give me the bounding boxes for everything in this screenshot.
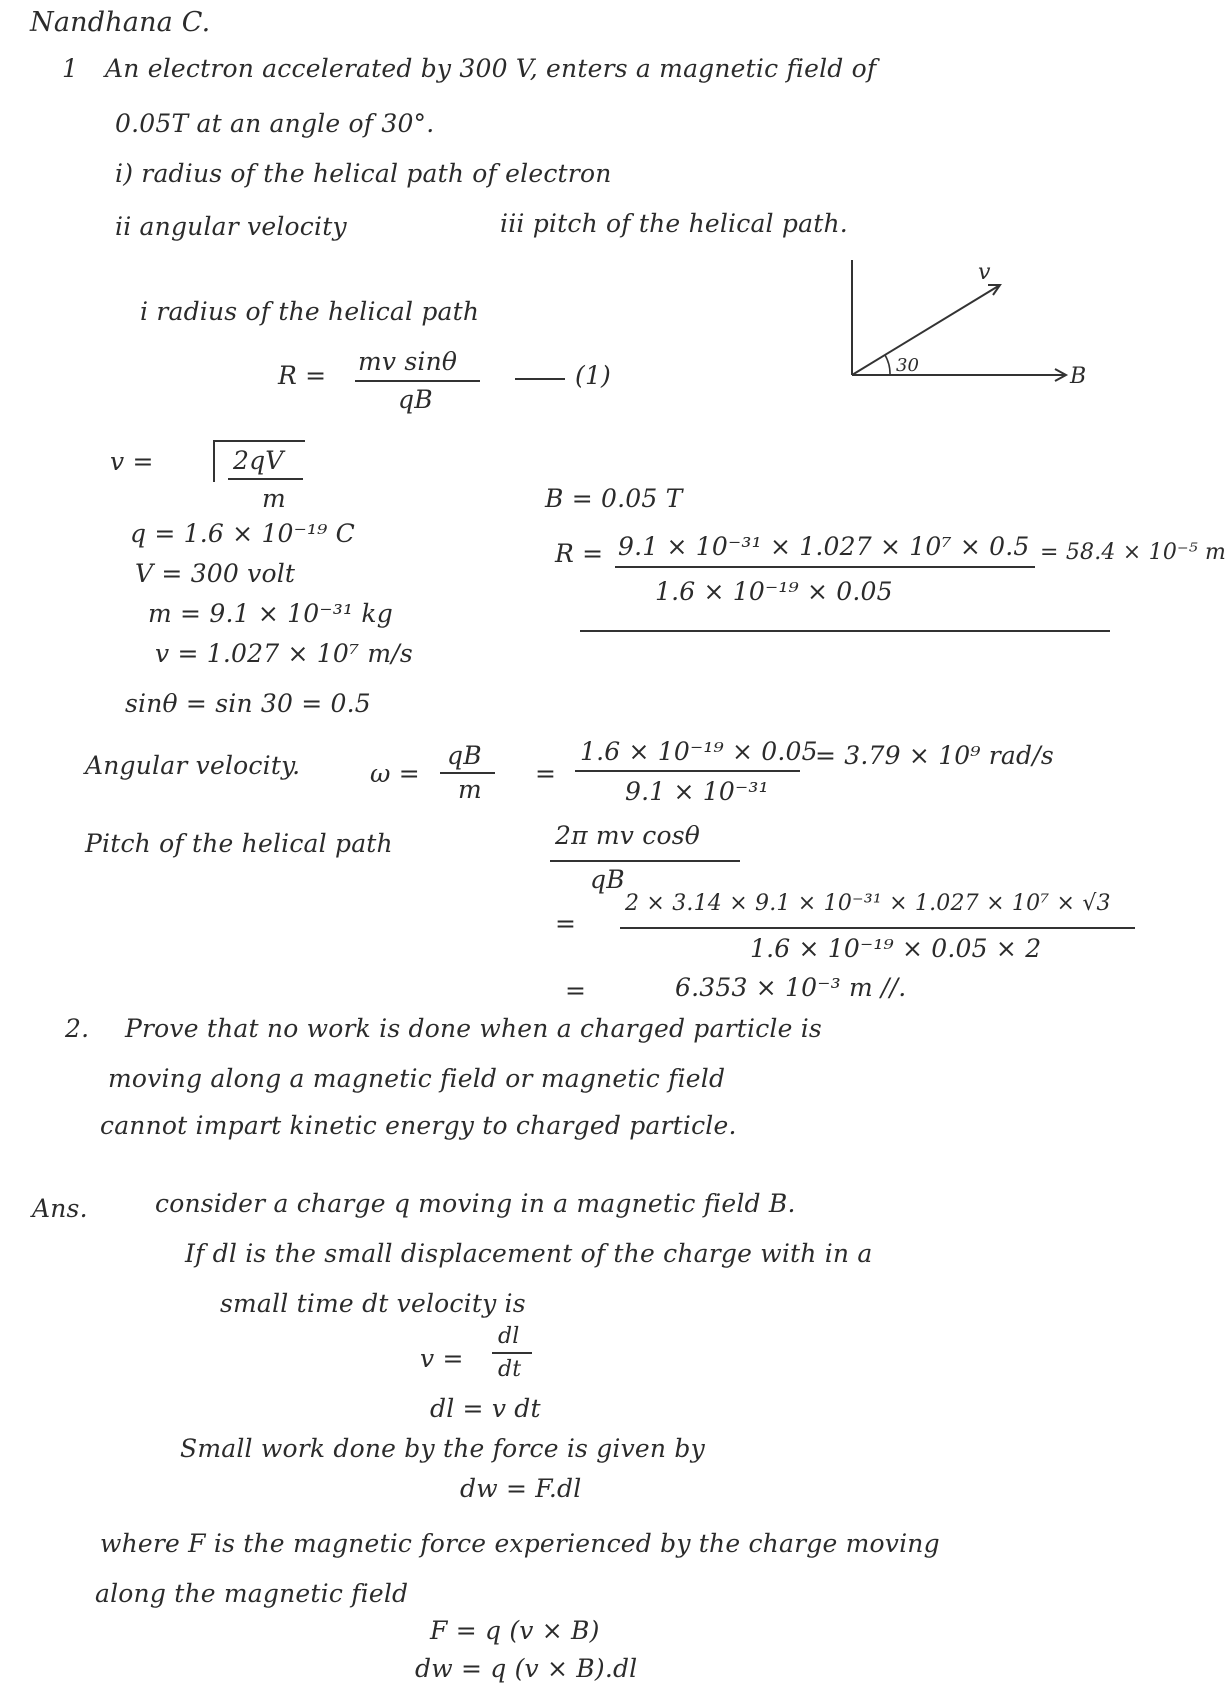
radius-result: = 58.4 × 10⁻⁵ m <box>1040 540 1226 565</box>
radius-formula-bar <box>355 380 480 382</box>
question-2-line-1: Prove that no work is done when a charged particle is <box>125 1014 822 1043</box>
radius-calc-bar <box>615 566 1035 568</box>
displacement-equation: dl = v dt <box>430 1394 541 1423</box>
pitch-heading: Pitch of the helical path <box>85 829 393 858</box>
mass-value: m = 9.1 × 10⁻³¹ kg <box>148 599 393 628</box>
answer-line-3: small time dt velocity is <box>220 1289 526 1318</box>
pitch-calc-denominator: 1.6 × 10⁻¹⁹ × 0.05 × 2 <box>750 934 1042 963</box>
author-name: Nandhana C. <box>30 7 211 38</box>
velocity-def-bar <box>492 1352 532 1354</box>
velocity-formula-lhs: v = <box>110 447 154 476</box>
velocity-label: v <box>978 260 991 285</box>
answer-line-4: Small work done by the force is given by <box>180 1434 705 1463</box>
sqrt-bar <box>215 440 305 442</box>
force-equation: F = q (v × B) <box>430 1616 600 1645</box>
pitch-calc-numerator: 2 × 3.14 × 9.1 × 10⁻³¹ × 1.027 × 10⁷ × √3 <box>625 891 1111 916</box>
angular-formula-bar <box>440 772 495 774</box>
pitch-eq-sign-2: = <box>565 976 587 1005</box>
voltage-value: V = 300 volt <box>135 559 296 588</box>
radius-formula-lhs: R = <box>278 361 327 390</box>
velocity-formula-denominator: m <box>262 484 286 513</box>
answer-label: Ans. <box>32 1194 88 1223</box>
work-equation-2: dw = q (v × B).dl <box>415 1654 638 1683</box>
radius-underline <box>580 630 1110 632</box>
angular-calc-numerator: 1.6 × 10⁻¹⁹ × 0.05 <box>580 737 818 766</box>
question-1-part-i: i) radius of the helical path of electron <box>115 159 612 188</box>
sine-value: sinθ = sin 30 = 0.5 <box>125 689 371 718</box>
question-2-number: 2. <box>65 1014 90 1043</box>
angular-calc-denominator: 9.1 × 10⁻³¹ <box>625 777 769 806</box>
field-strength-value: B = 0.05 T <box>545 484 683 513</box>
velocity-formula-bar <box>228 478 303 480</box>
question-1-line-1: An electron accelerated by 300 V, enters a magnetic field of <box>105 54 877 83</box>
pitch-formula-numerator: 2π mv cosθ <box>555 821 700 850</box>
answer-line-5: where F is the magnetic force experienced by the charge moving <box>100 1529 940 1558</box>
angle-arc <box>885 355 890 375</box>
velocity-vector-line <box>852 285 1000 375</box>
answer-line-2: If dl is the small displacement of the charge with in a <box>185 1239 873 1268</box>
radius-calc-denominator: 1.6 × 10⁻¹⁹ × 0.05 <box>655 577 893 606</box>
pitch-eq-sign-1: = <box>555 909 577 938</box>
angular-formula-lhs: ω = <box>370 759 420 788</box>
angular-eq-sign: = <box>535 759 557 788</box>
angular-formula-numerator: qB <box>447 741 482 770</box>
sqrt-stem <box>213 440 215 482</box>
velocity-arrow-icon <box>988 285 1000 295</box>
pitch-formula-bar <box>550 860 740 862</box>
velocity-def-denominator: dt <box>498 1357 522 1382</box>
velocity-def-lhs: v = <box>420 1344 464 1373</box>
question-2-line-3: cannot impart kinetic energy to charged particle. <box>100 1111 737 1140</box>
angle-label: 30 <box>896 355 919 376</box>
speed-value: v = 1.027 × 10⁷ m/s <box>155 639 413 668</box>
radius-formula-tag: (1) <box>575 361 612 390</box>
velocity-def-numerator: dl <box>498 1324 520 1349</box>
question-2-line-2: moving along a magnetic field or magnetic field <box>108 1064 726 1093</box>
charge-value: q = 1.6 × 10⁻¹⁹ C <box>130 519 355 548</box>
question-1-part-ii: ii angular velocity <box>115 212 347 241</box>
angular-calc-bar <box>575 770 800 772</box>
radius-formula-dash <box>515 378 565 380</box>
pitch-calc-bar <box>620 927 1135 929</box>
velocity-field-diagram <box>830 255 1090 395</box>
answer-line-6: along the magnetic field <box>95 1579 409 1608</box>
angular-formula-denominator: m <box>458 775 482 804</box>
radius-heading: i radius of the helical path <box>140 297 480 326</box>
question-1-number: 1 <box>62 54 79 83</box>
field-label: B <box>1070 364 1087 389</box>
angular-result: = 3.79 × 10⁹ rad/s <box>815 741 1054 770</box>
answer-line-1: consider a charge q moving in a magnetic field B. <box>155 1189 796 1218</box>
radius-calc-lhs: R = <box>555 539 604 568</box>
angular-velocity-heading: Angular velocity. <box>85 751 301 780</box>
question-1-line-2: 0.05T at an angle of 30°. <box>115 109 435 138</box>
pitch-result: 6.353 × 10⁻³ m //. <box>675 973 907 1002</box>
work-equation: dw = F.dl <box>460 1474 582 1503</box>
velocity-formula-numerator: 2qV <box>233 446 284 475</box>
radius-formula-numerator: mv sinθ <box>358 347 458 376</box>
radius-calc-numerator: 9.1 × 10⁻³¹ × 1.027 × 10⁷ × 0.5 <box>618 532 1030 561</box>
pitch-formula-denominator: qB <box>590 865 625 894</box>
question-1-part-iii: iii pitch of the helical path. <box>500 209 848 238</box>
radius-formula-denominator: qB <box>398 385 433 414</box>
